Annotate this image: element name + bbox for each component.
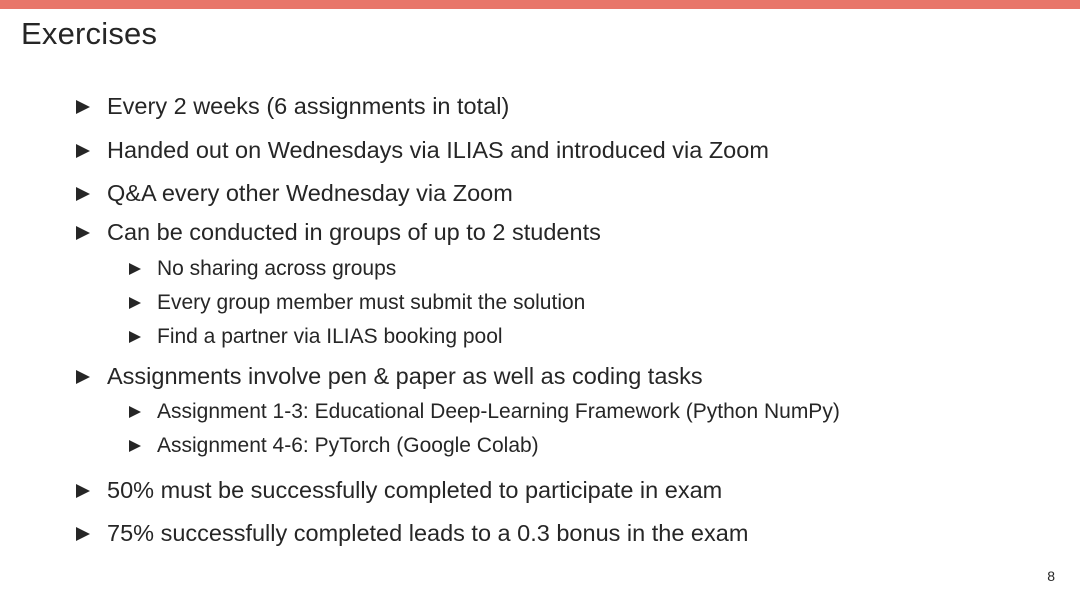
bullet-item [76, 219, 601, 246]
bullet-text: Q&A every other Wednesday via Zoom [107, 180, 513, 206]
triangle-right-icon [76, 187, 90, 201]
bullet-text: Handed out on Wednesdays via ILIAS and introduced via Zoom [107, 137, 769, 163]
bullet-text: Assignments involve pen & paper as well as coding tasks [107, 363, 703, 389]
bullet-item [76, 137, 769, 164]
triangle-right-icon [76, 484, 90, 498]
bullet-text: Can be conducted in groups of up to 2 students [107, 219, 601, 245]
sub-bullet-item [129, 257, 396, 281]
bullet-item [76, 363, 703, 390]
bullet-text: Find a partner via ILIAS booking pool [157, 325, 503, 348]
sub-bullet-item [129, 400, 840, 424]
bullet-item [76, 477, 722, 504]
sub-bullet-item [129, 325, 503, 349]
page-number: 8 [1047, 568, 1055, 584]
triangle-right-icon [76, 100, 90, 114]
bullet-item [76, 93, 509, 120]
bullet-text: 50% must be successfully completed to participate in exam [107, 477, 723, 503]
bullet-text: Every 2 weeks (6 assignments in total) [107, 93, 510, 119]
bullet-text: Assignment 4-6: PyTorch (Google Colab) [157, 434, 539, 457]
bullet-text: 75% successfully completed leads to a 0.3 bonus in the exam [107, 520, 749, 546]
bullet-text: No sharing across groups [157, 257, 397, 280]
triangle-right-icon [129, 297, 141, 309]
triangle-right-icon [76, 226, 90, 240]
triangle-right-icon [129, 331, 141, 343]
triangle-right-icon [129, 406, 141, 418]
triangle-right-icon [76, 144, 90, 158]
triangle-right-icon [129, 263, 141, 275]
sub-bullet-item [129, 291, 585, 315]
bullet-item [76, 520, 748, 547]
slide-title: Exercises [21, 16, 158, 51]
triangle-right-icon [76, 527, 90, 541]
triangle-right-icon [129, 440, 141, 452]
sub-bullet-item [129, 434, 539, 458]
bullet-text: Every group member must submit the solution [157, 291, 586, 314]
bullet-item [76, 180, 513, 207]
bullet-text: Assignment 1-3: Educational Deep-Learning Framework (Python NumPy) [157, 400, 840, 423]
triangle-right-icon [76, 370, 90, 384]
